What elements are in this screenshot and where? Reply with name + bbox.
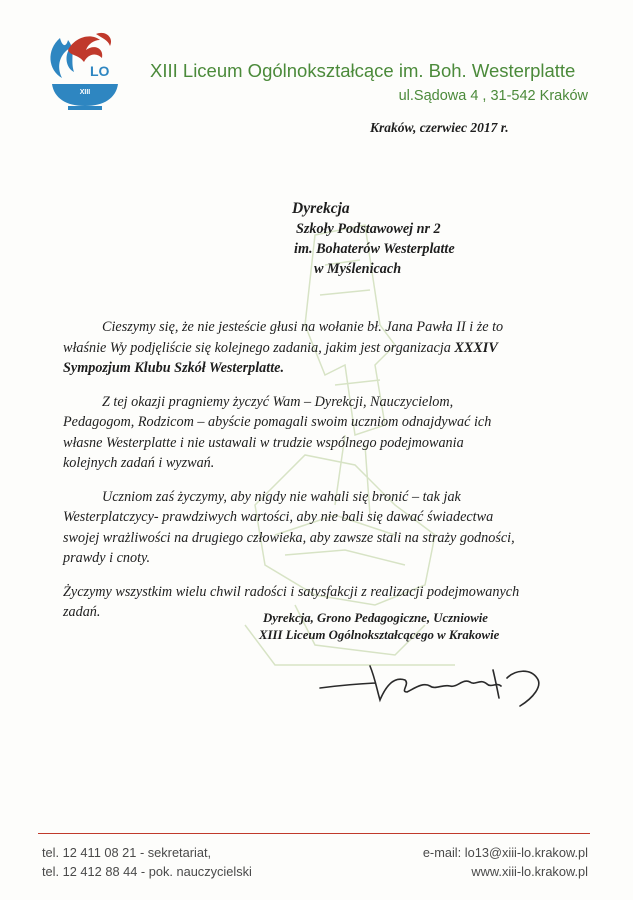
paragraph-line: zadań. <box>63 604 101 620</box>
paragraph-line: Pedagogom, Rodzicom – abyście pomagali swoim uczniom odnajdywać ich <box>63 414 492 430</box>
sympozjum-title: Sympozjum Klubu Szkół Westerplatte. <box>63 360 284 376</box>
sympozjum-number: XXXIV <box>454 339 498 356</box>
letter-body <box>63 317 573 636</box>
paragraph-line: kolejnych zadań i wyzwań. <box>63 455 215 471</box>
handwritten-signature <box>315 648 565 710</box>
paragraph-line: Uczniom zaś życzymy, aby nigdy nie wahali się bronić – tak jak <box>102 488 461 505</box>
logo-text-xiii: XIII <box>79 89 91 96</box>
paragraph-line-text: właśnie Wy podjęliście się kolejnego zadania, jakim jest organizacja <box>63 339 455 356</box>
logo-text-lo: LO <box>90 63 110 79</box>
paragraph-line: Cieszymy się, że nie jesteście głusi na wołanie bł. Jana Pawła II i że to <box>102 319 504 335</box>
paragraph-line: Westerplatczycy- prawdziwych wartości, aby nie bali się dawać świadectwa <box>63 509 494 525</box>
paragraph-line: swojej wrażliwości na drugiego człowieka, aby zawsze stali na straży godności, <box>63 529 515 546</box>
school-logo <box>38 26 128 116</box>
recipient-line: Dyrekcja <box>292 200 350 217</box>
recipient-block <box>292 199 455 279</box>
school-name: XIII Liceum Ogólnokształcące im. Boh. Westerplatte <box>150 60 576 81</box>
paragraph-line: prawdy i cnoty. <box>63 550 151 566</box>
paragraph-line: własne Westerplatte i nie ustawali w trudzie wspólnego podejmowania <box>63 434 464 451</box>
footer-contact <box>423 843 588 881</box>
signatory-line: Dyrekcja, Grono Pedagogiczne, Uczniowie <box>263 611 488 625</box>
footer-phones <box>42 843 252 881</box>
logo-flame-red <box>68 36 102 62</box>
recipient-line: Szkoły Podstawowej nr 2 <box>296 221 441 237</box>
paragraph-3 <box>63 487 573 569</box>
signatory-line: XIII Liceum Ogólnokształcącego w Krakowie <box>259 628 500 642</box>
letter-date: Kraków, czerwiec 2017 r. <box>370 120 509 135</box>
recipient-line: w Myślenicach <box>314 261 402 277</box>
email-link[interactable]: e-mail: lo13@xiii-lo.krakow.pl <box>422 845 588 860</box>
paragraph-1 <box>63 317 573 379</box>
paragraph-line <box>63 338 573 359</box>
phone-teachers: tel. 12 412 88 44 - pok. nauczycielski <box>42 864 252 879</box>
signatories <box>259 610 499 644</box>
logo-flame-blue <box>50 38 74 78</box>
phone-secretariat: tel. 12 411 08 21 - sekretariat, <box>42 845 212 860</box>
paragraph-2 <box>63 392 573 474</box>
paragraph-line: Z tej okazji pragniemy życzyć Wam – Dyrekcji, Nauczycielom, <box>102 393 454 410</box>
footer-divider <box>38 833 590 834</box>
website-link[interactable]: www.xiii-lo.krakow.pl <box>471 864 588 879</box>
recipient-line: im. Bohaterów Westerplatte <box>294 241 455 257</box>
paragraph-line: Życzymy wszystkim wielu chwil radości i satysfakcji z realizacji podejmowanych <box>63 583 520 600</box>
school-address: ul.Sądowa 4 , 31-542 Kraków <box>398 88 588 104</box>
